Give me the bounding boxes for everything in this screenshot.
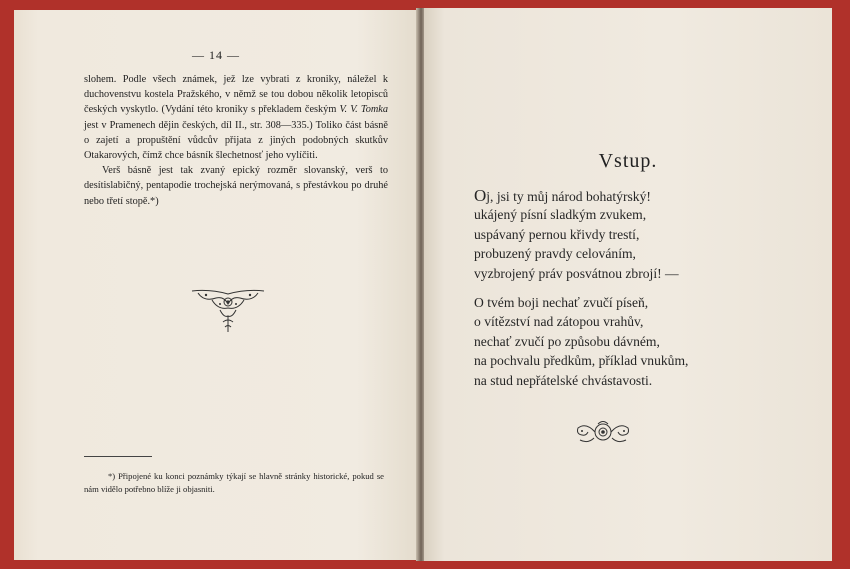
- right-page: [424, 8, 832, 561]
- poem-line: Oj, jsi ty můj národ bohatýrský!: [474, 186, 651, 205]
- poem-line: uspávaný pernou křivdy trestí,: [474, 226, 640, 242]
- ornament-tailpiece-icon: [574, 418, 632, 446]
- poem-line: probuzený pravdy celováním,: [474, 246, 636, 262]
- author-name: V. V. Tomka: [339, 104, 388, 116]
- left-page: [14, 10, 418, 560]
- prose-text: [84, 72, 388, 209]
- ornament-vignette-icon: [190, 288, 266, 334]
- paragraph-1: slohem. Podle všech známek, jež lze vybrati z kroniky, náležel k duchovenstvu kostela Pražského, v němž se tou dobou několik letopisců českých vyskytlo. (Vydání této kroniky s překladem českým V. V. Tomka jest v Pramenech dějin českých, díl II., str. 308—335.) Toliko část básně o zajetí a propuštění vůdcův přijata z jiných podobných skutkův Otakarových, čímž chce básník šlechetnosť jeho vylíčiti.: [84, 74, 388, 162]
- paragraph-2: Verš básně jest tak zvaný epický rozměr slovanský, verš to desítislabičný, pentapodie trochejská nerýmovaná, s přestávkou po druhé nebo třetí stopě.*): [84, 165, 388, 207]
- poem-line: O tvém boji nechať zvučí píseň,: [474, 294, 649, 310]
- page-number: — 14 —: [192, 48, 240, 62]
- poem: [474, 186, 804, 390]
- poem-line: nechať zvučí po způsobu dávném,: [474, 333, 660, 349]
- poem-line: ukájený písní sladkým zvukem,: [474, 207, 647, 223]
- poem-line: vyzbrojený práv posvátnou zbrojí! —: [474, 265, 679, 281]
- poem-line: na stud nepřátelské chvástavosti.: [474, 372, 653, 388]
- poem-line: o vítězství nad zátopou vrahův,: [474, 314, 644, 330]
- footnote-rule: [84, 456, 152, 457]
- poem-line: na pochvalu předkům, příklad vnukům,: [474, 353, 689, 369]
- chapter-title: Vstup.: [598, 150, 658, 172]
- footnote: *) Připojené ku konci poznámky týkají se hlavně stránky historické, pokud se nám vidělo potřebno blíže ji objasniti.: [84, 471, 384, 494]
